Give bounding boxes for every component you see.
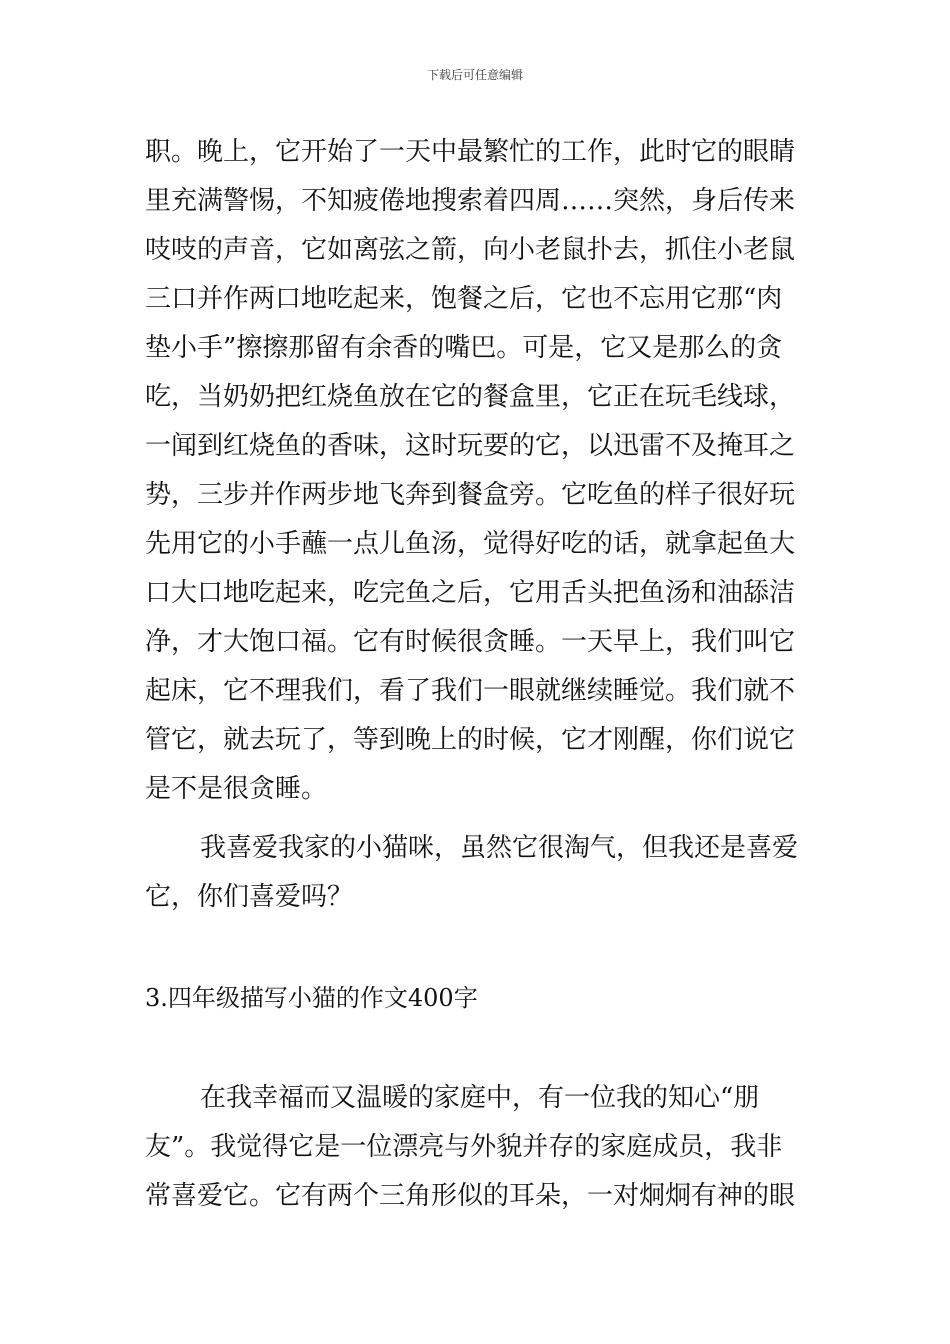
paragraph-1: [145, 128, 805, 814]
text-line: 口大口地吃起来，吃完鱼之后，它用舌头把鱼汤和油舔洁: [145, 578, 796, 608]
text-line: 吱吱的声音，它如离弦之箭，向小老鼠扑去，抓住小老鼠: [145, 235, 796, 265]
text-line: 常喜爱它。它有两个三角形似的耳朵，一对炯炯有神的眼: [145, 1181, 796, 1211]
text-line: 净，才大饱口福。它有时候很贪睡。一天早上，我们叫它: [145, 627, 796, 657]
page-header: 下载后可任意编辑: [426, 68, 523, 82]
text-line: 我喜爱我家的小猫咪，虽然它很淘气，但我还是喜爱: [200, 833, 799, 863]
text-line: 管它，就去玩了，等到晚上的时候，它才刚醒，你们说它: [145, 725, 796, 755]
paragraph-3: [145, 1074, 805, 1221]
text-line: 起床，它不理我们，看了我们一眼就继续睡觉。我们就不: [145, 676, 796, 706]
text-line: 在我幸福而又温暖的家庭中，有一位我的知心“朋: [200, 1083, 760, 1113]
text-line: 势，三步并作两步地飞奔到餐盒旁。它吃鱼的样子很好玩: [145, 480, 796, 510]
section-heading: 3.四年级描写小猫的作文400字: [145, 984, 478, 1012]
text-line: 三口并作两口地吃起来，饱餐之后，它也不忘用它那“肉: [145, 284, 783, 314]
text-line: 吃，当奶奶把红烧鱼放在它的餐盒里，它正在玩毛线球，: [145, 382, 796, 412]
text-line: 里充满警惕，不知疲倦地搜索着四周……突然，身后传来: [145, 186, 796, 216]
paragraph-2: [145, 824, 805, 922]
text-line: 垫小手”擦擦那留有余香的嘴巴。可是，它又是那么的贪: [145, 333, 783, 363]
text-line: 友”。我觉得它是一位漂亮与外貌并存的家庭成员，我非: [145, 1132, 783, 1162]
text-line: 是不是很贪睡。: [145, 774, 328, 804]
text-line: 它，你们喜爱吗？: [145, 882, 354, 912]
text-line: 一闻到红烧鱼的香味，这时玩要的它，以迅雷不及掩耳之: [145, 431, 796, 461]
text-line: 先用它的小手蘸一点儿鱼汤，觉得好吃的话，就拿起鱼大: [145, 529, 796, 559]
text-line: 职。晚上，它开始了一天中最繁忙的工作，此时它的眼睛: [145, 137, 796, 167]
